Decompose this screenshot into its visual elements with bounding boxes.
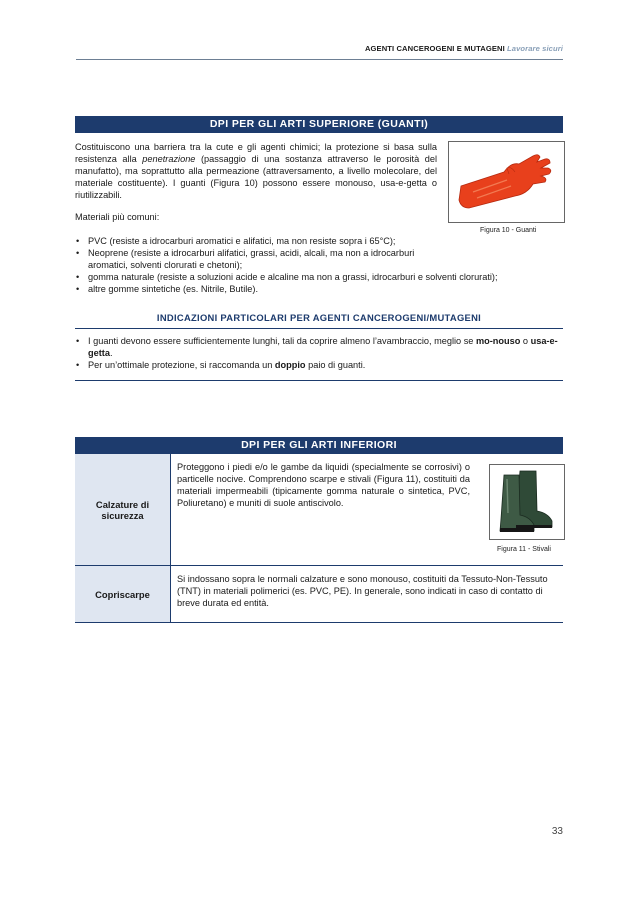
indication-1-end: . [109,348,113,358]
intro-paragraph [75,141,437,201]
materials-title: Materiali più comuni: [75,212,160,222]
row-content-overshoes [171,566,564,623]
list-item [75,335,560,359]
row-label-overshoes: Copriscarpe [75,566,171,623]
overshoes-text: Si indossano sopra le normali calzature e sono monouso, costituiti da Tessuto-Non-Tessuto (TNT) in materiali polimerici (es. PVC, PE). In generale, sono indicati in caso di contatto di breve durata ed entità. [177,574,548,608]
indications-title: INDICAZIONI PARTICOLARI PER AGENTI CANCEROGENI/MUTAGENI [156,312,482,323]
intro-text-a: Costituiscono una barriera tra la cute e gli agenti chimici; la protezione si basa sulla resistenza alla [75,142,437,164]
header-title: AGENTI CANCEROGENI E MUTAGENI [364,44,505,53]
indication-2-bold: doppio [274,360,306,370]
lower-limbs-table [75,454,563,623]
safety-footwear-text: Proteggono i piedi e/o le gambe da liquidi (specialmente se corrosivi) o particelle nocive. Comprendono scarpe e stivali (Figura 11), costituiti da materiali impermeabili (tipicamente gomma naturale o sintetica, PVC, Poliuretano) e muniti di suole antiscivolo. [177,462,470,508]
row-content-safety-footwear [171,454,564,566]
upper-limbs-section [75,133,563,381]
materials-list [75,235,563,295]
indication-1-mid: o [520,336,531,346]
indications-rule [75,328,563,329]
list-item [75,359,560,371]
figure-11-boots [489,464,565,540]
header-rule [76,59,563,60]
list-item: • Neoprene (resiste a idrocarburi alifatici, grassi, acidi, alcali, ma non a idrocarburi aromatici, solventi clorurati e chetoni); [75,247,438,271]
upper-limbs-banner: DPI PER GLI ARTI SUPERIORE (GUANTI) [75,116,563,133]
figure-10-caption: Figura 10 - Guanti [480,227,537,234]
indication-2-text: Per un’ottimale protezione, si raccomanda un [88,360,275,370]
page-number: 33 [551,826,563,837]
lower-limbs-banner: DPI PER GLI ARTI INFERIORI [75,437,563,454]
boots-image [490,465,564,539]
indications-list [75,335,560,371]
list-item: • gomma naturale (resiste a soluzioni acide e alcaline ma non a grassi, idrocarburi e solventi clorurati); [75,271,563,283]
indication-2-end: paio di guanti. [305,360,366,370]
figure-11-caption: Figura 11 - Stivali [497,546,551,553]
running-header [76,44,563,60]
figure-10-gloves [448,141,565,223]
indication-1-bold-a: mo-nouso [475,336,521,346]
intro-text-b: (passaggio di una sostanza attraverso le porosità del manufatto), ma soprattutto alla permeazione (attraversamento, a livello molecolare, del materiale costituente). I guanti (Figura 10) possono essere monouso, usa-e-getta o riutilizzabili. [75,154,438,200]
header-subtitle: Lavorare sicuri [507,44,563,53]
intro-emphasis: penetrazione [142,154,196,164]
list-item: • PVC (resiste a idrocarburi aromatici e alifatici, ma non resiste sopra i 65°C); [75,235,438,247]
indication-1-bold-b: usa-e-getta [88,336,558,358]
table-row [75,454,563,566]
row-label-safety-footwear: Calzature di sicurezza [75,454,171,566]
glove-image [449,142,564,222]
list-item: • altre gomme sintetiche (es. Nitrile, Butile). [75,283,563,295]
indication-1-text: I guanti devono essere sufficientemente lunghi, tali da coprire almeno l’avambraccio, meglio se [88,336,476,346]
table-row [75,566,563,623]
